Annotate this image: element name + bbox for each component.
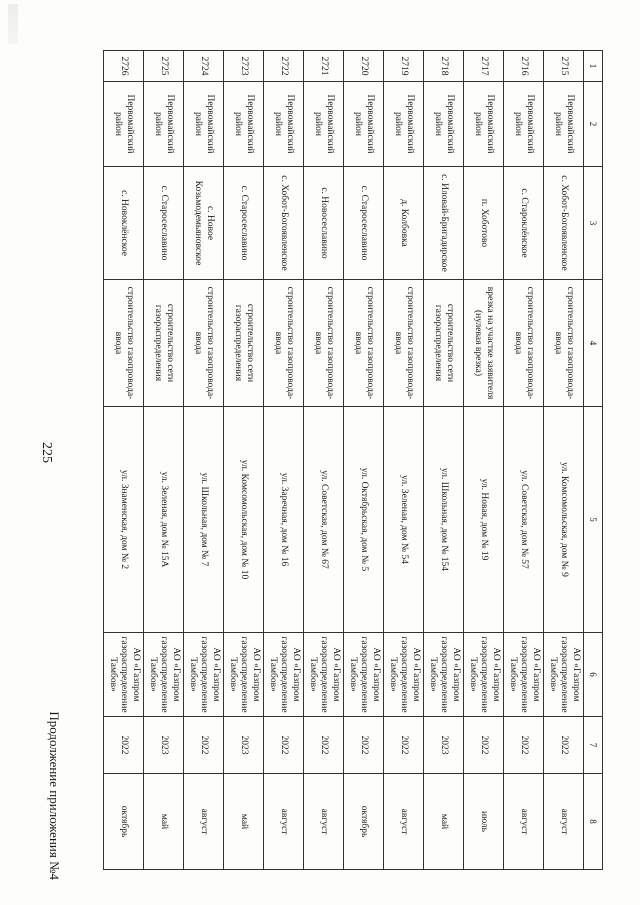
cell-year: 2022 — [464, 717, 504, 774]
cell-year: 2022 — [384, 717, 424, 774]
cell-settlement: д. Колбовка — [384, 167, 424, 280]
cell-district: Первомайский район — [184, 82, 224, 167]
table-row — [144, 51, 184, 870]
cell-month: август — [504, 774, 544, 870]
cell-work-type: строительство газопровода-ввода — [504, 280, 544, 407]
cell-organization: АО «Газпром газораспределение Тамбов» — [504, 633, 544, 717]
cell-work-type: строительство газопровода-ввода — [544, 280, 584, 407]
cell-district: Первомайский район — [544, 82, 584, 167]
cell-work-type: врезка на участке заявителя (нулевая врезка) — [464, 280, 504, 407]
table-row — [264, 51, 304, 870]
cell-row-number: 2720 — [344, 51, 384, 82]
cell-district: Первомайский район — [424, 82, 464, 167]
cell-organization: АО «Газпром газораспределение Тамбов» — [344, 633, 384, 717]
column-header: 8 — [584, 774, 603, 870]
cell-row-number: 2725 — [144, 51, 184, 82]
cell-year: 2023 — [144, 717, 184, 774]
cell-month: август — [304, 774, 344, 870]
column-header: 5 — [584, 407, 603, 633]
column-header: 2 — [584, 82, 603, 167]
cell-work-type: строительство сети газораспределения — [424, 280, 464, 407]
table-row — [104, 51, 144, 870]
cell-organization: АО «Газпром газораспределение Тамбов» — [464, 633, 504, 717]
cell-district: Первомайский район — [144, 82, 184, 167]
cell-address: ул. Школьная, дом № 7 — [184, 407, 224, 633]
cell-work-type: строительство сети газораспределения — [224, 280, 264, 407]
cell-work-type: строительство газопровода-ввода — [304, 280, 344, 407]
cell-year: 2023 — [424, 717, 464, 774]
table-row — [224, 51, 264, 870]
cell-month: август — [544, 774, 584, 870]
cell-month: август — [264, 774, 304, 870]
cell-work-type: строительство газопровода-ввода — [104, 280, 144, 407]
cell-month: октябрь — [104, 774, 144, 870]
cell-row-number: 2719 — [384, 51, 424, 82]
cell-address: ул. Новая, дом № 19 — [464, 407, 504, 633]
cell-year: 2022 — [504, 717, 544, 774]
cell-district: Первомайский район — [104, 82, 144, 167]
table-caption: Продолжение приложения №4 — [47, 711, 62, 880]
cell-address: ул. Советская, дом № 67 — [304, 407, 344, 633]
cell-row-number: 2718 — [424, 51, 464, 82]
table-row — [464, 51, 504, 870]
column-header: 3 — [584, 167, 603, 280]
cell-month: август — [384, 774, 424, 870]
cell-row-number: 2715 — [544, 51, 584, 82]
cell-organization: АО «Газпром газораспределение Тамбов» — [184, 633, 224, 717]
cell-year: 2022 — [344, 717, 384, 774]
data-table — [103, 50, 603, 870]
column-header: 1 — [584, 51, 603, 82]
column-header: 6 — [584, 633, 603, 717]
cell-district: Первомайский район — [304, 82, 344, 167]
cell-address: ул. Заречная, дом № 16 — [264, 407, 304, 633]
cell-organization: АО «Газпром газораспределение Тамбов» — [144, 633, 184, 717]
cell-year: 2022 — [184, 717, 224, 774]
cell-row-number: 2717 — [464, 51, 504, 82]
cell-row-number: 2721 — [304, 51, 344, 82]
cell-address: ул. Октябрьская, дом № 5 — [344, 407, 384, 633]
cell-address: ул. Советская, дом № 57 — [504, 407, 544, 633]
cell-work-type: строительство газопровода-ввода — [184, 280, 224, 407]
cell-work-type: строительство газопровода-ввода — [264, 280, 304, 407]
cell-settlement: с. Старосеславино — [344, 167, 384, 280]
cell-work-type: строительство газопровода-ввода — [344, 280, 384, 407]
table-row — [384, 51, 424, 870]
cell-address: ул. Зеленая, дом № 54 — [384, 407, 424, 633]
cell-organization: АО «Газпром газораспределение Тамбов» — [264, 633, 304, 717]
cell-district: Первомайский район — [264, 82, 304, 167]
cell-settlement: с. Староклёнское — [504, 167, 544, 280]
cell-district: Первомайский район — [384, 82, 424, 167]
cell-settlement: с. Новоклёнское — [104, 167, 144, 280]
table-row — [304, 51, 344, 870]
cell-month: май — [224, 774, 264, 870]
table-row — [184, 51, 224, 870]
cell-organization: АО «Газпром газораспределение Тамбов» — [384, 633, 424, 717]
cell-month: август — [184, 774, 224, 870]
cell-organization: АО «Газпром газораспределение Тамбов» — [104, 633, 144, 717]
cell-organization: АО «Газпром газораспределение Тамбов» — [224, 633, 264, 717]
cell-organization: АО «Газпром газораспределение Тамбов» — [424, 633, 464, 717]
table-row — [504, 51, 544, 870]
cell-year: 2022 — [264, 717, 304, 774]
cell-address: ул. Зеленая, дом № 15А — [144, 407, 184, 633]
cell-district: Первомайский район — [344, 82, 384, 167]
cell-district: Первомайский район — [224, 82, 264, 167]
cell-row-number: 2724 — [184, 51, 224, 82]
cell-settlement: с. Новое Козьмодемьяновское — [184, 167, 224, 280]
cell-settlement: п. Хоботово — [464, 167, 504, 280]
cell-address: ул. Комсомольская, дом № 10 — [224, 407, 264, 633]
cell-year: 2022 — [544, 717, 584, 774]
cell-month: май — [144, 774, 184, 870]
cell-row-number: 2726 — [104, 51, 144, 82]
cell-address: ул. Комсомольская, дом № 9 — [544, 407, 584, 633]
cell-district: Первомайский район — [504, 82, 544, 167]
cell-address: ул. Знаменская, дом № 2 — [104, 407, 144, 633]
cell-settlement: с. Хобот-Богоявленское — [264, 167, 304, 280]
cell-row-number: 2722 — [264, 51, 304, 82]
cell-settlement: с. Старосеславино — [144, 167, 184, 280]
cell-settlement: с. Старосеславино — [224, 167, 264, 280]
cell-month: октябрь — [344, 774, 384, 870]
table-row — [424, 51, 464, 870]
column-header: 7 — [584, 717, 603, 774]
cell-row-number: 2723 — [224, 51, 264, 82]
cell-year: 2023 — [224, 717, 264, 774]
table-row — [544, 51, 584, 870]
cell-settlement: с. Иловай-Бригадирское — [424, 167, 464, 280]
cell-settlement: с. Новосеславино — [304, 167, 344, 280]
cell-work-type: строительство газопровода-ввода — [384, 280, 424, 407]
cell-address: ул. Школьная, дом № 154 — [424, 407, 464, 633]
cell-settlement: с. Хобот-Богоявленское — [544, 167, 584, 280]
cell-organization: АО «Газпром газораспределение Тамбов» — [304, 633, 344, 717]
column-header: 4 — [584, 280, 603, 407]
page-number: 225 — [39, 442, 54, 463]
table-header-row — [584, 51, 603, 870]
cell-work-type: строительство сети газораспределения — [144, 280, 184, 407]
cell-month: май — [424, 774, 464, 870]
cell-organization: АО «Газпром газораспределение Тамбов» — [544, 633, 584, 717]
cell-year: 2022 — [304, 717, 344, 774]
cell-district: Первомайский район — [464, 82, 504, 167]
cell-year: 2022 — [104, 717, 144, 774]
cell-row-number: 2716 — [504, 51, 544, 82]
table-body — [104, 51, 584, 870]
cell-month: июль — [464, 774, 504, 870]
table-row — [344, 51, 384, 870]
